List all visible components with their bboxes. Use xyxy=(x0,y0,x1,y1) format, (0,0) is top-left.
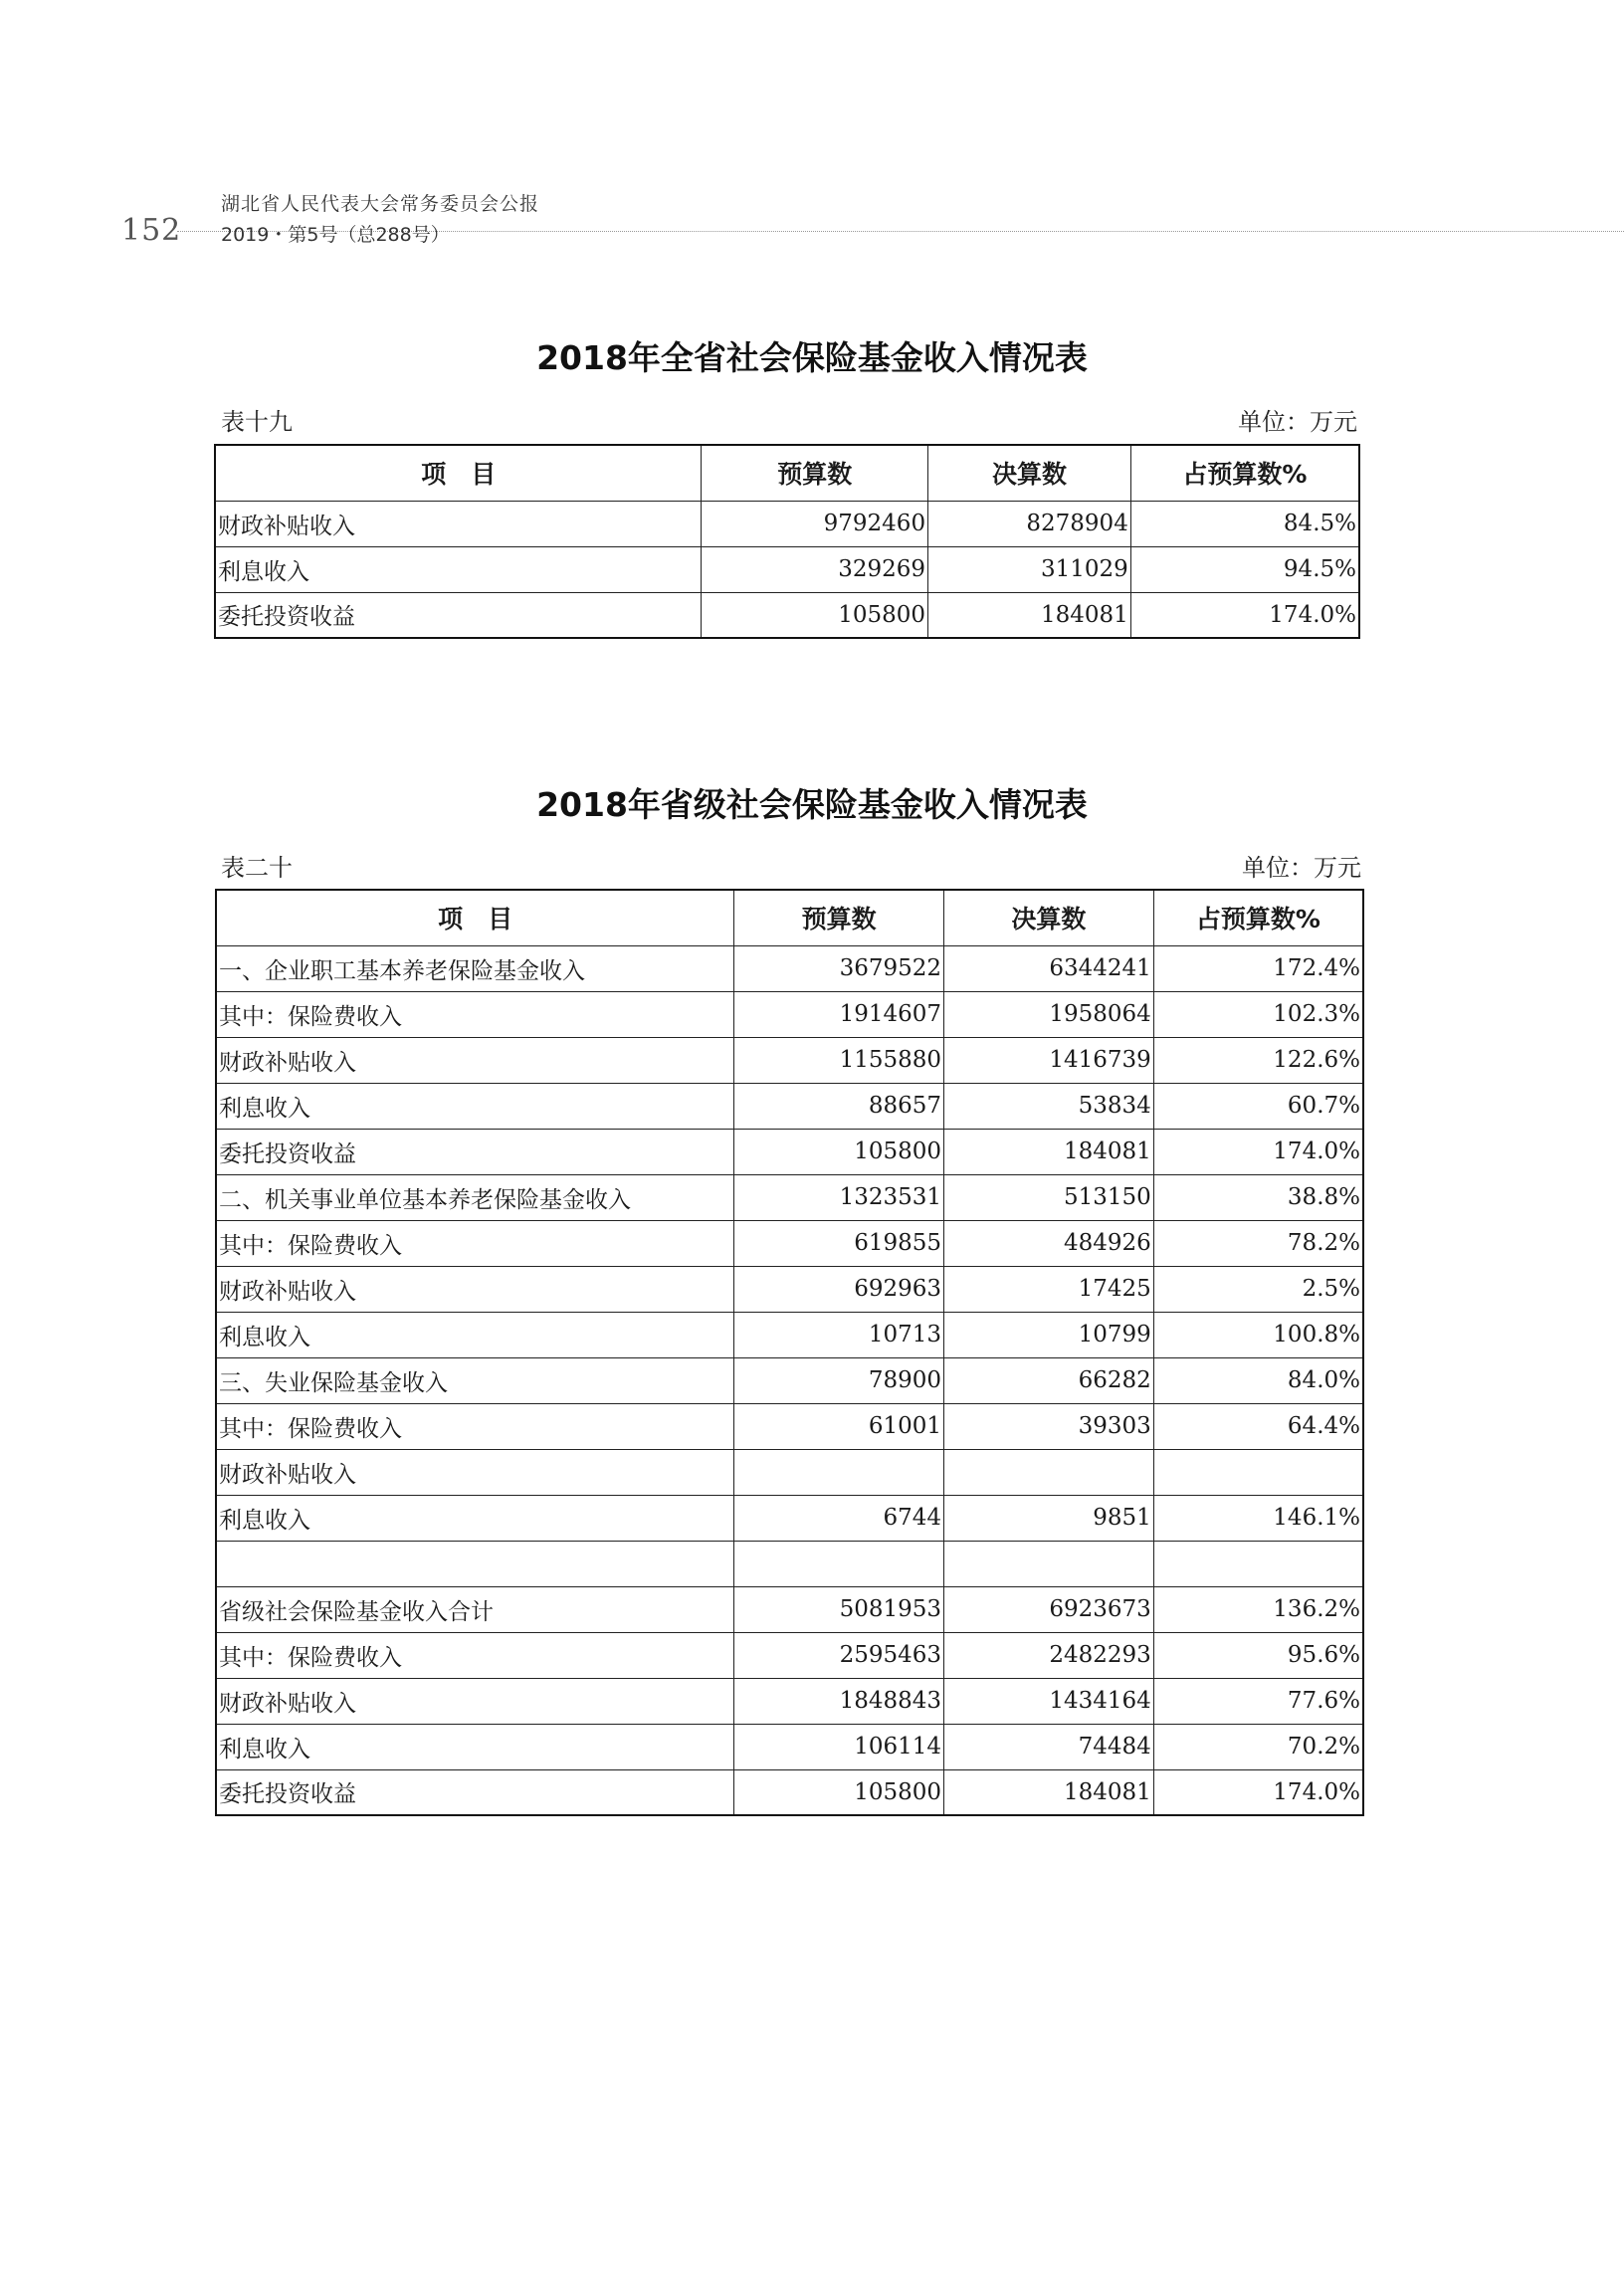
row-final-cell: 53834 xyxy=(944,1083,1154,1129)
row-item-cell: 二、机关事业单位基本养老保险基金收入 xyxy=(216,1174,734,1220)
table-row xyxy=(216,945,1363,991)
row-budget-cell xyxy=(734,1449,944,1495)
row-final-cell xyxy=(944,1541,1154,1586)
row-percent-cell: 38.8% xyxy=(1153,1174,1363,1220)
row-budget-cell: 6744 xyxy=(734,1495,944,1541)
row-item-cell: 委托投资收益 xyxy=(216,1129,734,1174)
row-percent-cell: 64.4% xyxy=(1153,1403,1363,1449)
row-item-cell: 利息收入 xyxy=(216,1083,734,1129)
table19 xyxy=(214,444,1360,639)
row-budget-cell: 1848843 xyxy=(734,1678,944,1724)
row-budget-cell: 329269 xyxy=(702,546,928,592)
row-final-cell: 311029 xyxy=(928,546,1131,592)
column-header-final: 决算数 xyxy=(928,445,1131,501)
row-item-cell: 利息收入 xyxy=(216,1724,734,1769)
table-row xyxy=(216,1541,1363,1586)
row-item-cell: 财政补贴收入 xyxy=(216,1449,734,1495)
table20 xyxy=(215,889,1364,1816)
row-budget-cell: 1323531 xyxy=(734,1174,944,1220)
table19-unit: 单位：万元 xyxy=(1238,408,1357,436)
row-item-cell: 利息收入 xyxy=(215,546,702,592)
row-percent-cell: 94.5% xyxy=(1130,546,1359,592)
row-percent-cell: 172.4% xyxy=(1153,945,1363,991)
table-row xyxy=(216,991,1363,1037)
row-final-cell: 66282 xyxy=(944,1357,1154,1403)
table-row xyxy=(216,1266,1363,1312)
table-row xyxy=(216,1678,1363,1724)
table-row xyxy=(215,546,1359,592)
row-budget-cell: 1155880 xyxy=(734,1037,944,1083)
table-row xyxy=(216,1357,1363,1403)
row-final-cell: 17425 xyxy=(944,1266,1154,1312)
row-budget-cell: 5081953 xyxy=(734,1586,944,1632)
row-percent-cell: 2.5% xyxy=(1153,1266,1363,1312)
row-budget-cell: 105800 xyxy=(734,1769,944,1815)
row-percent-cell: 77.6% xyxy=(1153,1678,1363,1724)
table-row xyxy=(216,1312,1363,1357)
row-item-cell: 三、失业保险基金收入 xyxy=(216,1357,734,1403)
table-row xyxy=(216,1037,1363,1083)
table-header-row xyxy=(215,445,1359,501)
table-header-row xyxy=(216,890,1363,945)
row-percent-cell: 84.5% xyxy=(1130,501,1359,546)
row-final-cell: 184081 xyxy=(944,1129,1154,1174)
row-percent-cell: 78.2% xyxy=(1153,1220,1363,1266)
row-percent-cell xyxy=(1153,1449,1363,1495)
issue-label: 2019・第5号（总288号） xyxy=(221,224,450,246)
page-number: 152 xyxy=(121,213,182,248)
table-row xyxy=(216,1220,1363,1266)
row-item-cell: 利息收入 xyxy=(216,1312,734,1357)
row-item-cell: 财政补贴收入 xyxy=(216,1266,734,1312)
column-header-percent: 占预算数% xyxy=(1153,890,1363,945)
row-budget-cell: 2595463 xyxy=(734,1632,944,1678)
row-budget-cell: 3679522 xyxy=(734,945,944,991)
row-item-cell: 财政补贴收入 xyxy=(216,1678,734,1724)
row-item-cell: 省级社会保险基金收入合计 xyxy=(216,1586,734,1632)
row-percent-cell: 100.8% xyxy=(1153,1312,1363,1357)
row-percent-cell: 60.7% xyxy=(1153,1083,1363,1129)
row-item-cell: 其中：保险费收入 xyxy=(216,1632,734,1678)
column-header-item: 项 目 xyxy=(216,890,734,945)
page-header xyxy=(0,187,1624,257)
row-percent-cell: 174.0% xyxy=(1153,1129,1363,1174)
row-final-cell: 6344241 xyxy=(944,945,1154,991)
row-final-cell: 484926 xyxy=(944,1220,1154,1266)
table-row xyxy=(216,1769,1363,1815)
table19-title: 2018年全省社会保险基金收入情况表 xyxy=(536,338,1088,377)
row-item-cell: 委托投资收益 xyxy=(215,592,702,638)
column-header-budget: 预算数 xyxy=(702,445,928,501)
table-row xyxy=(216,1129,1363,1174)
row-percent-cell: 122.6% xyxy=(1153,1037,1363,1083)
row-item-cell: 一、企业职工基本养老保险基金收入 xyxy=(216,945,734,991)
row-item-cell: 利息收入 xyxy=(216,1495,734,1541)
row-item-cell: 财政补贴收入 xyxy=(215,501,702,546)
row-percent-cell: 102.3% xyxy=(1153,991,1363,1037)
column-header-item: 项 目 xyxy=(215,445,702,501)
row-budget-cell: 105800 xyxy=(734,1129,944,1174)
table-row xyxy=(215,592,1359,638)
row-budget-cell: 692963 xyxy=(734,1266,944,1312)
row-item-cell xyxy=(216,1541,734,1586)
row-percent-cell: 95.6% xyxy=(1153,1632,1363,1678)
row-final-cell: 9851 xyxy=(944,1495,1154,1541)
row-percent-cell: 174.0% xyxy=(1153,1769,1363,1815)
table-row xyxy=(216,1449,1363,1495)
row-budget-cell: 1914607 xyxy=(734,991,944,1037)
row-item-cell: 其中：保险费收入 xyxy=(216,1403,734,1449)
row-final-cell: 10799 xyxy=(944,1312,1154,1357)
row-final-cell: 184081 xyxy=(928,592,1131,638)
row-percent-cell: 84.0% xyxy=(1153,1357,1363,1403)
row-percent-cell: 174.0% xyxy=(1130,592,1359,638)
publication-title: 湖北省人民代表大会常务委员会公报 xyxy=(221,193,540,215)
row-budget-cell xyxy=(734,1541,944,1586)
table20-unit: 单位：万元 xyxy=(1242,854,1361,882)
table19-number: 表十九 xyxy=(221,408,293,436)
column-header-final: 决算数 xyxy=(944,890,1154,945)
table-row xyxy=(216,1724,1363,1769)
row-item-cell: 财政补贴收入 xyxy=(216,1037,734,1083)
row-final-cell: 1958064 xyxy=(944,991,1154,1037)
row-budget-cell: 9792460 xyxy=(702,501,928,546)
row-final-cell: 184081 xyxy=(944,1769,1154,1815)
table-row xyxy=(216,1174,1363,1220)
table-row xyxy=(216,1083,1363,1129)
table-row xyxy=(216,1632,1363,1678)
row-final-cell xyxy=(944,1449,1154,1495)
table20-number: 表二十 xyxy=(221,854,293,882)
row-budget-cell: 78900 xyxy=(734,1357,944,1403)
row-item-cell: 其中：保险费收入 xyxy=(216,1220,734,1266)
column-header-budget: 预算数 xyxy=(734,890,944,945)
row-budget-cell: 10713 xyxy=(734,1312,944,1357)
row-final-cell: 1416739 xyxy=(944,1037,1154,1083)
row-percent-cell xyxy=(1153,1541,1363,1586)
row-budget-cell: 619855 xyxy=(734,1220,944,1266)
row-budget-cell: 105800 xyxy=(702,592,928,638)
table-row xyxy=(216,1495,1363,1541)
row-budget-cell: 106114 xyxy=(734,1724,944,1769)
row-final-cell: 74484 xyxy=(944,1724,1154,1769)
row-percent-cell: 146.1% xyxy=(1153,1495,1363,1541)
table20-title: 2018年省级社会保险基金收入情况表 xyxy=(536,785,1088,824)
row-final-cell: 39303 xyxy=(944,1403,1154,1449)
row-final-cell: 1434164 xyxy=(944,1678,1154,1724)
row-final-cell: 2482293 xyxy=(944,1632,1154,1678)
row-budget-cell: 88657 xyxy=(734,1083,944,1129)
row-final-cell: 6923673 xyxy=(944,1586,1154,1632)
column-header-percent: 占预算数% xyxy=(1130,445,1359,501)
row-percent-cell: 70.2% xyxy=(1153,1724,1363,1769)
row-percent-cell: 136.2% xyxy=(1153,1586,1363,1632)
table-row xyxy=(216,1403,1363,1449)
row-final-cell: 513150 xyxy=(944,1174,1154,1220)
row-final-cell: 8278904 xyxy=(928,501,1131,546)
row-budget-cell: 61001 xyxy=(734,1403,944,1449)
row-item-cell: 其中：保险费收入 xyxy=(216,991,734,1037)
table-row xyxy=(215,501,1359,546)
table-row xyxy=(216,1586,1363,1632)
row-item-cell: 委托投资收益 xyxy=(216,1769,734,1815)
